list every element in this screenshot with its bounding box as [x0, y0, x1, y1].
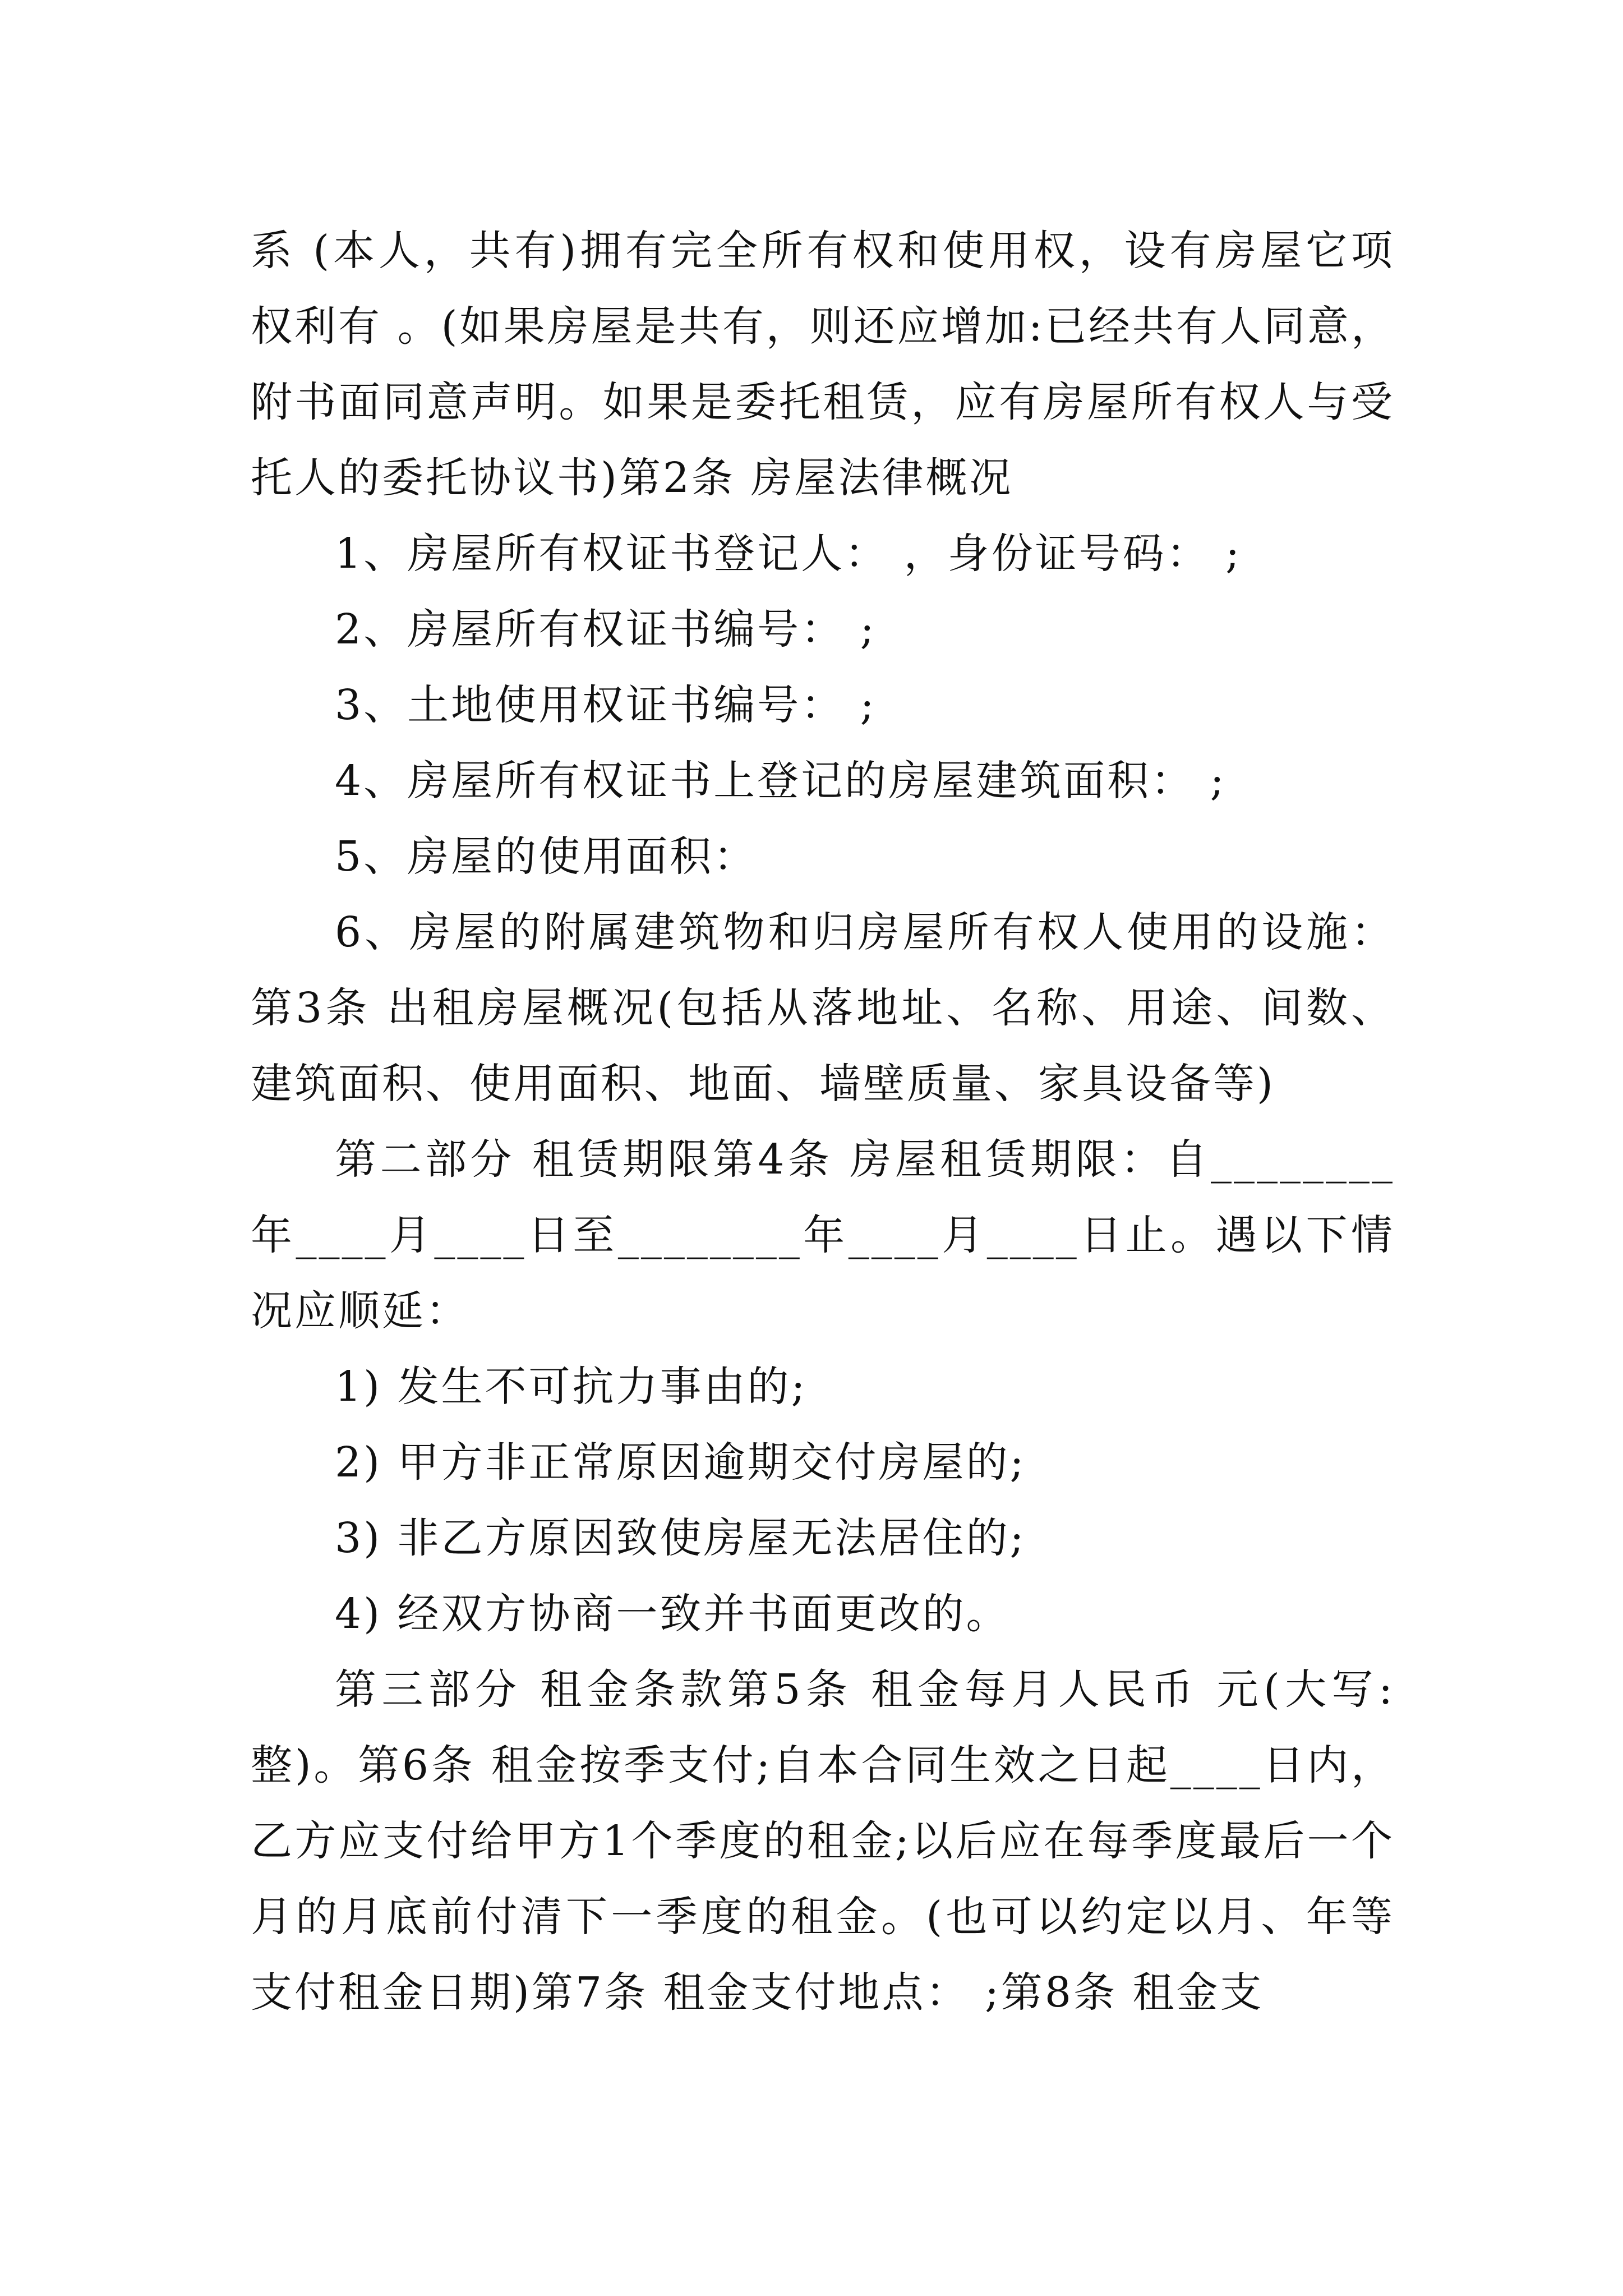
paragraph-extension-1: 1) 发生不可抗力事由的; [335, 1363, 808, 1411]
paragraph-lease-term: 第二部分 租赁期限第4条 房屋租赁期限：自________年____月____日至________年____月____日止。遇以下情况应顺延： [251, 1135, 1395, 1335]
paragraph-item-6: 6、房屋的附属建筑物和归房屋所有权人使用的设施：第3条 出租房屋概况(包括从落地址、名称、用途、间数、建筑面积、使用面积、地面、墙壁质量、家具设备等) [251, 908, 1395, 1108]
paragraph-item-5: 5、房屋的使用面积： [335, 832, 758, 881]
paragraph-item-2: 2、房屋所有权证书编号： ; [335, 605, 877, 654]
paragraph-rent-terms: 第三部分 租金条款第5条 租金每月人民币 元(大写:整)。第6条 租金按季支付;自本合同生效之日起____日内，乙方应支付给甲方1个季度的租金;以后应在每季度最后一个月的月底前付清下一季度的租金。(也可以约定以月、年等支付租金日期)第7条 租金支付地点： ;第8条 租金支 [251, 1665, 1395, 2017]
paragraph-item-3: 3、土地使用权证书编号： ; [335, 681, 877, 729]
paragraph-item-4: 4、房屋所有权证书上登记的房屋建筑面积： ; [335, 757, 1227, 805]
document-body [251, 213, 1395, 2031]
paragraph-extension-3: 3) 非乙方原因致使房屋无法居住的; [335, 1514, 1026, 1562]
paragraph-extension-4: 4) 经双方协商一致并书面更改的。 [335, 1590, 1010, 1638]
paragraph-extension-2: 2) 甲方非正常原因逾期交付房屋的; [335, 1438, 1026, 1487]
paragraph-ownership: 系 (本人，共有)拥有完全所有权和使用权，设有房屋它项权利有 。(如果房屋是共有，则还应增加:已经共有人同意，附书面同意声明。如果是委托租赁，应有房屋所有权人与受托人的委托协议书)第2条 房屋法律概况 [251, 227, 1395, 502]
paragraph-item-1: 1、房屋所有权证书登记人： ，身份证号码： ; [335, 530, 1242, 578]
